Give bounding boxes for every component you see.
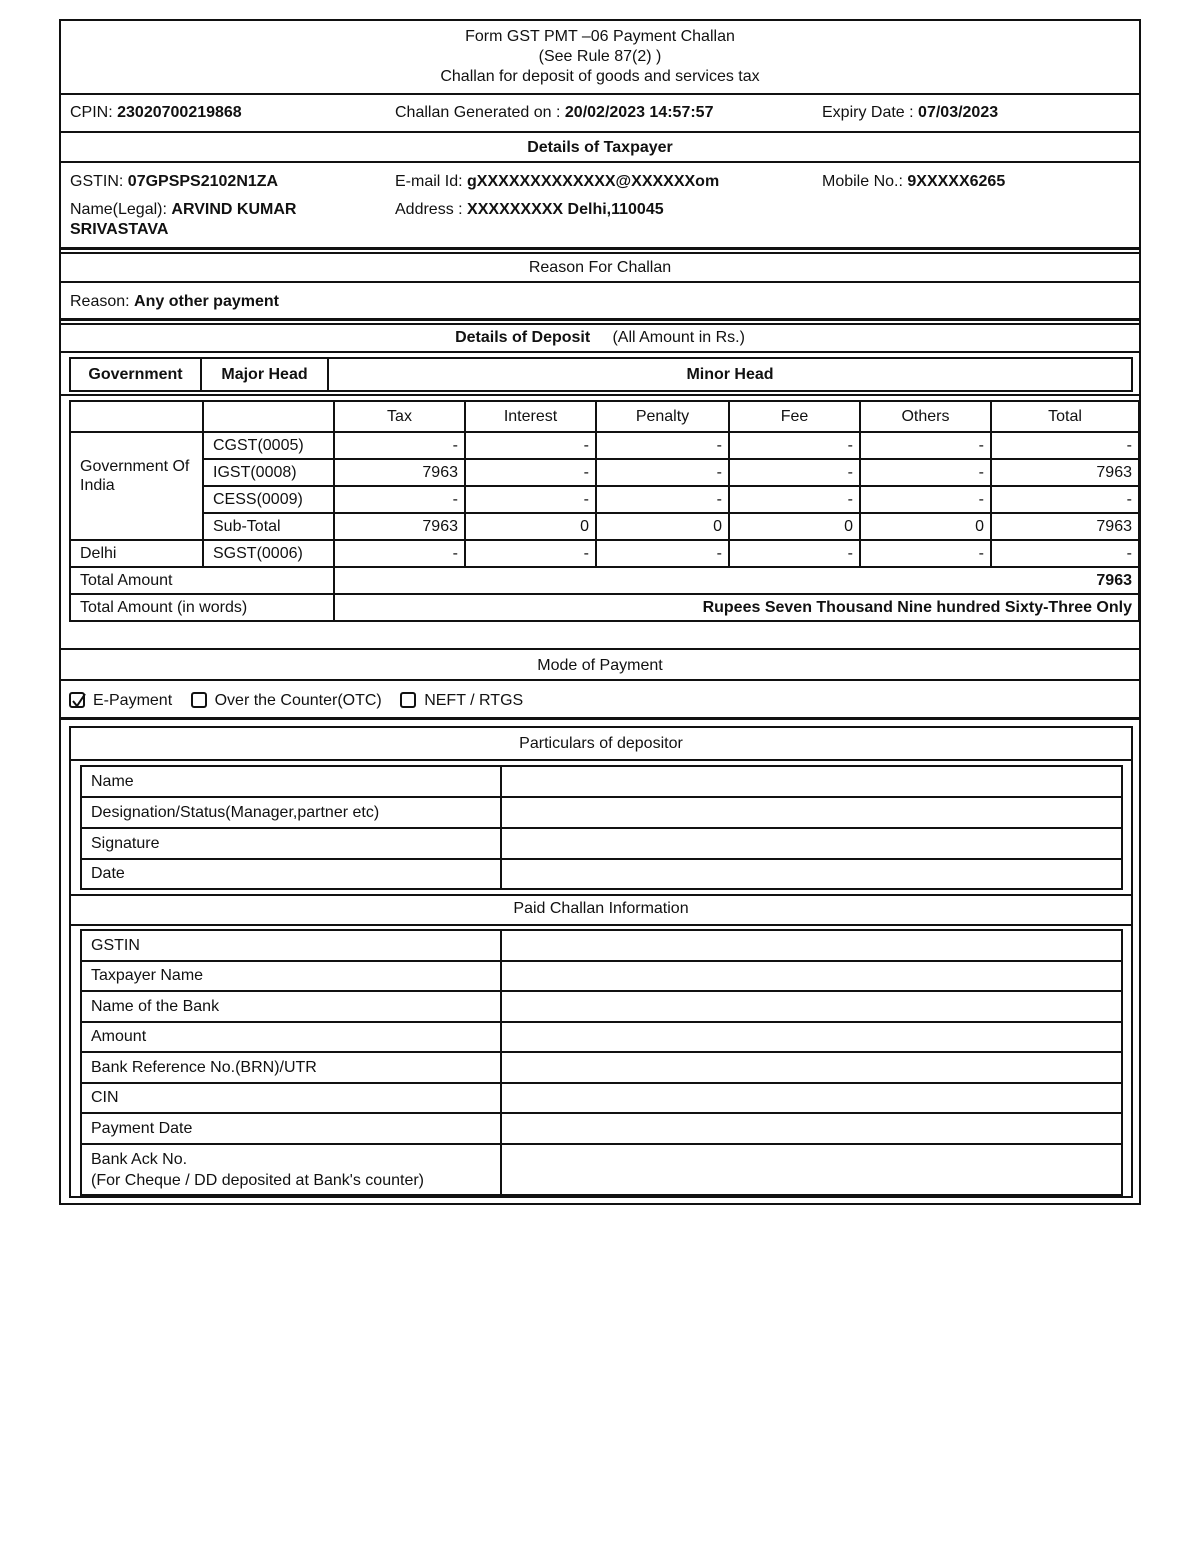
expiry-value: 07/03/2023 <box>918 104 999 121</box>
table-row: Name <box>81 766 1122 797</box>
head-minor: Minor Head <box>328 358 1132 391</box>
depositor-section <box>69 726 1133 1198</box>
divider <box>61 648 1139 650</box>
mode-epayment[interactable]: E-Payment <box>69 691 172 711</box>
gstin-value: 07GPSPS2102N1ZA <box>127 173 279 190</box>
divider <box>61 717 1139 720</box>
depositor-table <box>80 765 1123 890</box>
depositor-heading: Particulars of depositor <box>519 735 683 752</box>
address-value: XXXXXXXXX Delhi,110045 <box>467 201 664 218</box>
table-row: IGST(0008) 7963 - - - - 7963 <box>70 459 1139 486</box>
date-input[interactable] <box>501 859 1122 889</box>
divider <box>61 161 1139 163</box>
checkbox-icon[interactable] <box>400 692 416 708</box>
paid-table <box>80 929 1123 1196</box>
reason-value: Any other payment <box>134 293 279 310</box>
mobile-value: 9XXXXX6265 <box>907 173 1006 190</box>
total-row <box>70 567 1139 594</box>
heads-table <box>69 357 1133 392</box>
cpin-field: CPIN: 23020700219868 <box>70 104 242 121</box>
head-cell: CGST(0005) <box>203 432 334 459</box>
words-label: Total Amount (in words) <box>70 594 334 621</box>
divider <box>61 281 1139 283</box>
challan-form <box>59 19 1141 1205</box>
table-row: GSTIN <box>81 930 1122 961</box>
checked-checkbox-icon[interactable] <box>69 692 85 708</box>
table-row: Date <box>81 859 1122 889</box>
divider <box>61 131 1139 133</box>
form-header <box>61 27 1139 87</box>
table-row: Government Of India CGST(0005) - - - - - - <box>70 432 1139 459</box>
taxpayer-heading: Details of Taxpayer <box>527 139 673 156</box>
total-value: 7963 <box>334 567 1139 594</box>
expiry-field: Expiry Date : 07/03/2023 <box>822 104 999 121</box>
table-row: Payment Date <box>81 1113 1122 1144</box>
table-row: Name of the Bank <box>81 991 1122 1022</box>
mobile-field: Mobile No.: 9XXXXX6265 <box>822 173 1006 190</box>
divider <box>61 252 1139 254</box>
col-header: Others <box>860 401 991 432</box>
delhi-cell: Delhi <box>70 540 203 567</box>
email-field: E-mail Id: gXXXXXXXXXXXXX@XXXXXXom <box>395 173 720 190</box>
deposit-header-row <box>70 401 1139 432</box>
table-row: Taxpayer Name <box>81 961 1122 991</box>
head-cell: SGST(0006) <box>203 540 334 567</box>
table-row: Signature <box>81 828 1122 859</box>
deposit-table <box>69 400 1140 622</box>
table-row: Amount <box>81 1022 1122 1052</box>
total-label: Total Amount <box>70 567 334 594</box>
reason-field: Reason: Any other payment <box>70 293 279 310</box>
gov-india-cell: Government Of India <box>70 432 203 540</box>
legal-name-value-cont: SRIVASTAVA <box>70 221 169 238</box>
designation-input[interactable] <box>501 797 1122 828</box>
table-row: Bank Reference No.(BRN)/UTR <box>81 1052 1122 1083</box>
table-row: Sub-Total 7963 0 0 0 0 7963 <box>70 513 1139 540</box>
divider <box>61 323 1139 325</box>
divider <box>61 394 1139 396</box>
head-cell: CESS(0009) <box>203 486 334 513</box>
words-row <box>70 594 1139 621</box>
deposit-note: (All Amount in Rs.) <box>612 329 745 346</box>
payment-heading: Mode of Payment <box>537 657 663 674</box>
divider <box>61 351 1139 353</box>
table-row: Designation/Status(Manager,partner etc) <box>81 797 1122 828</box>
cpin-value: 23020700219868 <box>117 104 242 121</box>
col-header: Penalty <box>596 401 729 432</box>
divider <box>61 679 1139 681</box>
reason-heading: Reason For Challan <box>528 259 672 276</box>
form-title: Form GST PMT –06 Payment Challan <box>465 28 735 45</box>
mode-neft[interactable]: NEFT / RTGS <box>400 691 523 711</box>
signature-input[interactable] <box>501 828 1122 859</box>
generated-field: Challan Generated on : 20/02/2023 14:57:57 <box>395 104 714 121</box>
head-cell: Sub-Total <box>203 513 334 540</box>
head-government: Government <box>70 358 201 391</box>
form-subtitle: Challan for deposit of goods and services tax <box>440 68 760 85</box>
mode-otc[interactable]: Over the Counter(OTC) <box>191 691 382 711</box>
col-header: Total <box>991 401 1139 432</box>
gstin-field: GSTIN: 07GPSPS2102N1ZA <box>70 173 279 190</box>
words-value: Rupees Seven Thousand Nine hundred Sixty-Three Only <box>334 594 1139 621</box>
table-row: CIN <box>81 1083 1122 1113</box>
payment-modes <box>69 691 537 711</box>
paid-heading: Paid Challan Information <box>513 900 689 917</box>
deposit-heading: Details of Deposit (All Amount in Rs.) <box>455 329 745 346</box>
form-rule: (See Rule 87(2) ) <box>538 48 662 65</box>
checkbox-icon[interactable] <box>191 692 207 708</box>
col-header: Fee <box>729 401 860 432</box>
divider <box>61 318 1139 321</box>
col-header: Interest <box>465 401 596 432</box>
bank-ack-label: Bank Ack No. (For Cheque / DD deposited at Bank's counter) <box>81 1144 501 1195</box>
divider <box>71 894 1131 896</box>
legal-name-value: ARVIND KUMAR <box>171 201 297 218</box>
head-cell: IGST(0008) <box>203 459 334 486</box>
divider <box>61 93 1139 95</box>
table-row <box>81 1144 1122 1195</box>
address-field: Address : XXXXXXXXX Delhi,110045 <box>395 201 664 218</box>
table-row: CESS(0009) - - - - - - <box>70 486 1139 513</box>
name-input[interactable] <box>501 766 1122 797</box>
col-header: Tax <box>334 401 465 432</box>
divider <box>71 759 1131 761</box>
legal-name-field: Name(Legal): ARVIND KUMAR SRIVASTAVA <box>70 201 297 238</box>
email-value: gXXXXXXXXXXXXX@XXXXXXom <box>467 173 720 190</box>
divider <box>61 247 1139 250</box>
divider <box>71 924 1131 926</box>
head-major: Major Head <box>201 358 328 391</box>
generated-value: 20/02/2023 14:57:57 <box>564 104 714 121</box>
table-row: Delhi SGST(0006) - - - - - - <box>70 540 1139 567</box>
